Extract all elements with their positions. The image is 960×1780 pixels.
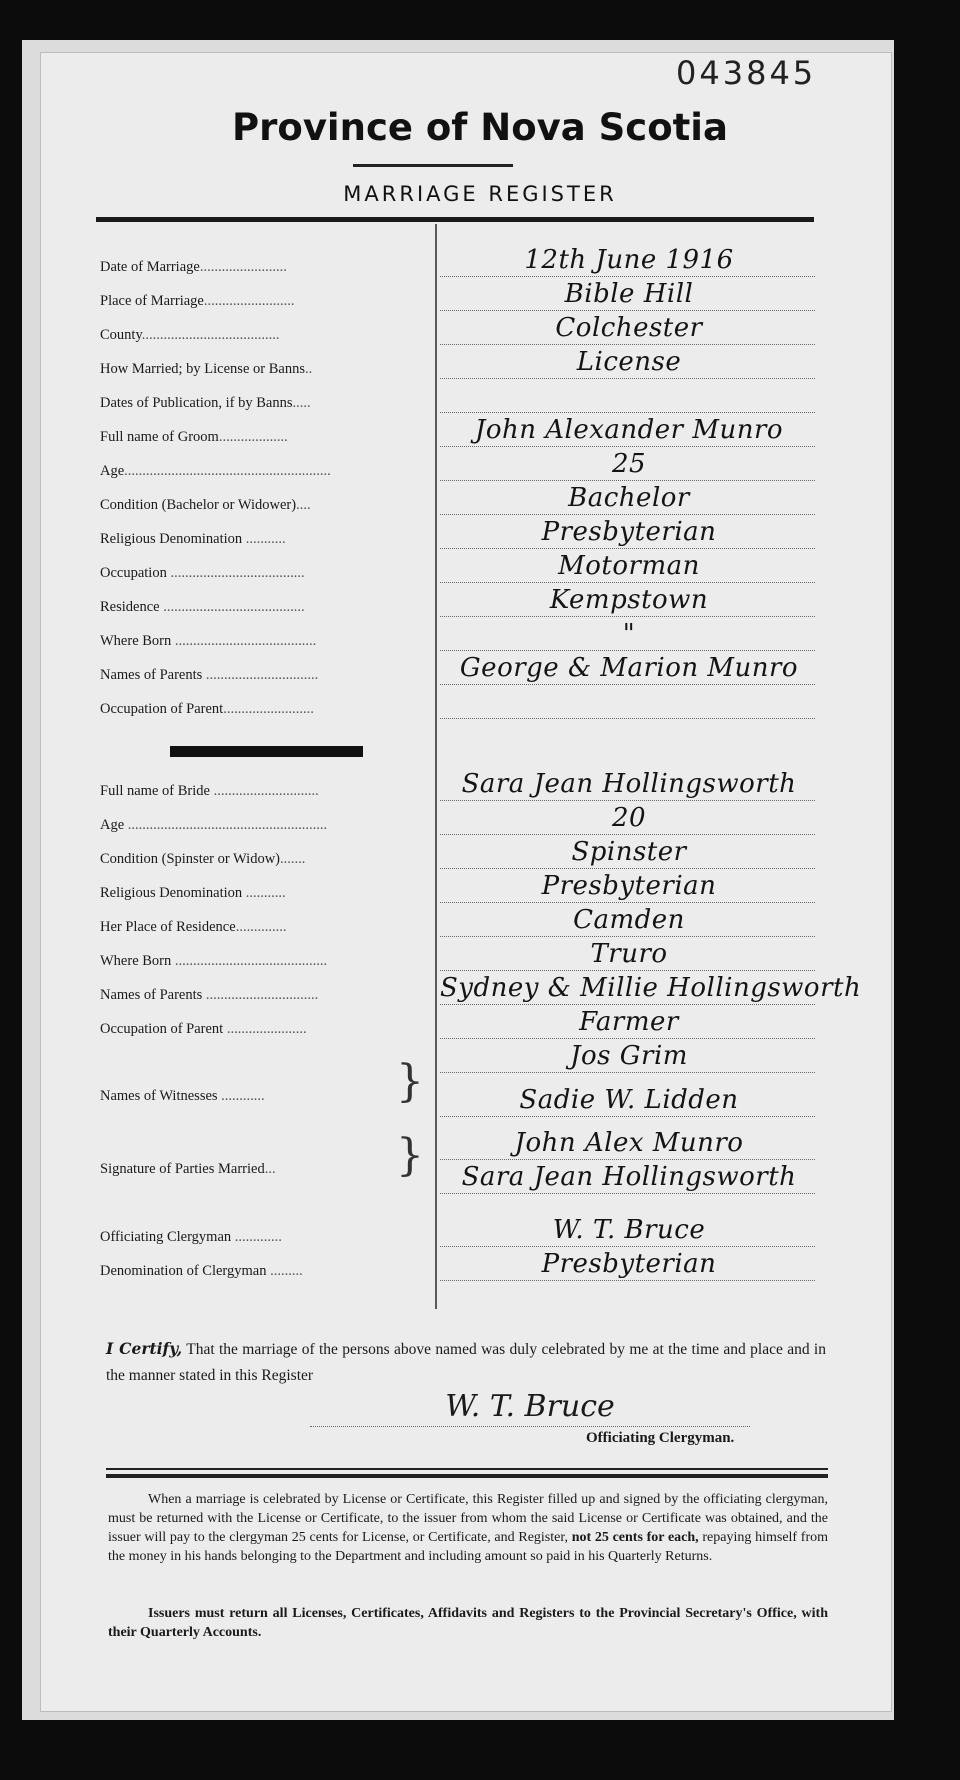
field-label: Occupation of Parent — [100, 701, 224, 717]
field-value: License — [576, 347, 682, 377]
field-row: Names of Parents ............................... Sydney & Millie Hollingsworth — [100, 973, 862, 1003]
field-row: Religious Denomination ........... Presbyterian — [0, 529, 960, 561]
field-row: Officiating Clergyman ............. W. T. Bruce — [0, 1227, 960, 1259]
field-label: Occupation — [100, 565, 167, 581]
field-value: Sydney & Millie Hollingsworth — [440, 973, 862, 1003]
signature: John Alex Munro — [514, 1128, 744, 1158]
field-value: John Alexander Munro — [474, 415, 784, 445]
field-label: Condition (Spinster or Widow) — [100, 851, 280, 867]
field-row: Names of Parents ............................... George & Marion Munro — [0, 665, 960, 697]
field-label: Age — [100, 463, 125, 479]
field-label: Names of Parents — [100, 667, 203, 683]
field-value: Presbyterian — [541, 871, 717, 901]
field-label: Religious Denomination — [100, 531, 243, 547]
field-label: Where Born — [100, 953, 172, 969]
field-value: " — [622, 619, 636, 649]
field-value: 20 — [611, 803, 647, 833]
field-label: Denomination of Clergyman — [100, 1263, 267, 1279]
field-label: Signature of Parties Married — [100, 1161, 265, 1177]
field-label: Place of Marriage — [100, 293, 204, 309]
field-row: Denomination of Clergyman ......... Presbyterian — [0, 1261, 960, 1293]
field-label: Condition (Bachelor or Widower) — [100, 497, 297, 513]
issuers-notice: Issuers must return all Licenses, Certificates, Affidavits and Registers to the Provincial Secretary's Office, with their Quarterly Accounts. — [108, 1606, 828, 1640]
field-row: Age ....................................................... 20 — [0, 815, 960, 847]
field-label: Dates of Publication, if by Banns — [100, 395, 293, 411]
field-value: 12th June 1916 — [524, 245, 734, 275]
field-label: Age — [100, 817, 125, 833]
brace-icon: } — [396, 1130, 424, 1181]
field-row: Her Place of Residence.............. Camden — [0, 917, 960, 949]
field-label: Names of Witnesses — [100, 1088, 218, 1104]
field-row: How Married; by License or Banns.. License — [0, 359, 960, 391]
header-divider — [96, 217, 814, 222]
field-row: Age......................................................... 25 — [0, 461, 960, 493]
field-row: Occupation of Parent ...................... Farmer — [0, 1019, 960, 1051]
clergy-role-label: Officiating Clergyman. — [586, 1430, 735, 1446]
witness-name: Jos Grim — [570, 1041, 688, 1071]
field-value: Farmer — [579, 1007, 679, 1037]
witness-name: Sadie W. Lidden — [519, 1085, 739, 1115]
field-value: Bible Hill — [564, 279, 694, 309]
field-label: Residence — [100, 599, 160, 615]
certify-body: That the marriage of the persons above named was duly celebrated by me at the time and place and in the manner stated in this Register — [106, 1341, 826, 1384]
field-row: Condition (Spinster or Widow)....... Spinster — [0, 849, 960, 881]
field-value: W. T. Bruce — [552, 1215, 706, 1245]
field-row: Dates of Publication, if by Banns..... — [0, 393, 960, 425]
field-row: Place of Marriage......................... Bible Hill — [0, 291, 960, 323]
field-value: Colchester — [555, 313, 703, 343]
field-label: Full name of Groom — [100, 429, 219, 445]
field-value: Camden — [573, 905, 685, 935]
field-value: Bachelor — [568, 483, 690, 513]
field-label: Date of Marriage — [100, 259, 200, 275]
field-label: Where Born — [100, 633, 172, 649]
field-value: Motorman — [558, 551, 700, 581]
field-value: Sara Jean Hollingsworth — [461, 769, 797, 799]
field-row: Date of Marriage........................ 12th June 1916 — [0, 257, 960, 289]
field-row: County...................................... Colchester — [0, 325, 960, 357]
notice-part2: repaying himself from the money in his hands belonging to the Department and including amount so paid in his Quarterly Returns. — [108, 1530, 829, 1564]
field-value: Presbyterian — [541, 1249, 717, 1279]
serial-number: 043845 — [676, 54, 817, 92]
field-label: Occupation of Parent — [100, 1021, 224, 1037]
field-value: Kempstown — [549, 585, 709, 615]
field-label: Officiating Clergyman — [100, 1229, 232, 1245]
signatures-row: Signature of Parties Married... — [100, 1161, 276, 1177]
field-row: Where Born ....................................... " — [0, 631, 960, 663]
field-row: Occupation of Parent......................... — [0, 699, 960, 731]
signature: Sara Jean Hollingsworth — [461, 1162, 797, 1192]
field-value: Presbyterian — [541, 517, 717, 547]
field-value: Truro — [590, 939, 668, 969]
field-label: Her Place of Residence — [100, 919, 236, 935]
section-separator — [170, 746, 363, 757]
clergy-signature: W. T. Bruce — [310, 1390, 750, 1427]
certify-lead: I Certify, — [106, 1339, 183, 1358]
field-value: George & Marion Munro — [459, 653, 799, 683]
page-title: Province of Nova Scotia — [232, 106, 728, 149]
field-row: Full name of Groom................... John Alexander Munro — [0, 427, 960, 459]
notice-bold: not 25 cents for each, — [571, 1530, 699, 1545]
field-value: Spinster — [571, 837, 687, 867]
return-instructions — [108, 1490, 828, 1566]
field-value: 25 — [611, 449, 647, 479]
title-underline — [353, 164, 513, 167]
footer-divider-heavy — [106, 1474, 828, 1478]
footer-divider — [106, 1468, 828, 1470]
field-label: Names of Parents — [100, 987, 203, 1003]
field-row: Condition (Bachelor or Widower).... Bachelor — [0, 495, 960, 527]
field-row: Where Born .......................................... Truro — [0, 951, 960, 983]
field-row: Full name of Bride ............................. Sara Jean Hollingsworth — [0, 781, 960, 813]
field-row: Religious Denomination ........... Presbyterian — [0, 883, 960, 915]
certification-text — [106, 1336, 826, 1389]
notice-part1: When a marriage is celebrated by License or Certificate, this Register filled up and signed by the officiating clergyman, must be returned with the License or Certificate, to the issuer from whom the said License or Certificate was obtained, and the issuer will pay to the clergyman 25 cents for License, or Certificate, and Register, — [108, 1492, 828, 1545]
field-row: Occupation ..................................... Motorman — [0, 563, 960, 595]
field-label: Religious Denomination — [100, 885, 243, 901]
field-label: County — [100, 327, 142, 343]
brace-icon: } — [396, 1056, 424, 1107]
field-label: How Married; by License or Banns — [100, 361, 305, 377]
form-subtitle: MARRIAGE REGISTER — [343, 182, 617, 206]
field-row: Residence ....................................... Kempstown — [0, 597, 960, 629]
field-label: Full name of Bride — [100, 783, 210, 799]
witnesses-row: Names of Witnesses ............ — [100, 1088, 265, 1104]
witness-line — [0, 1041, 960, 1085]
